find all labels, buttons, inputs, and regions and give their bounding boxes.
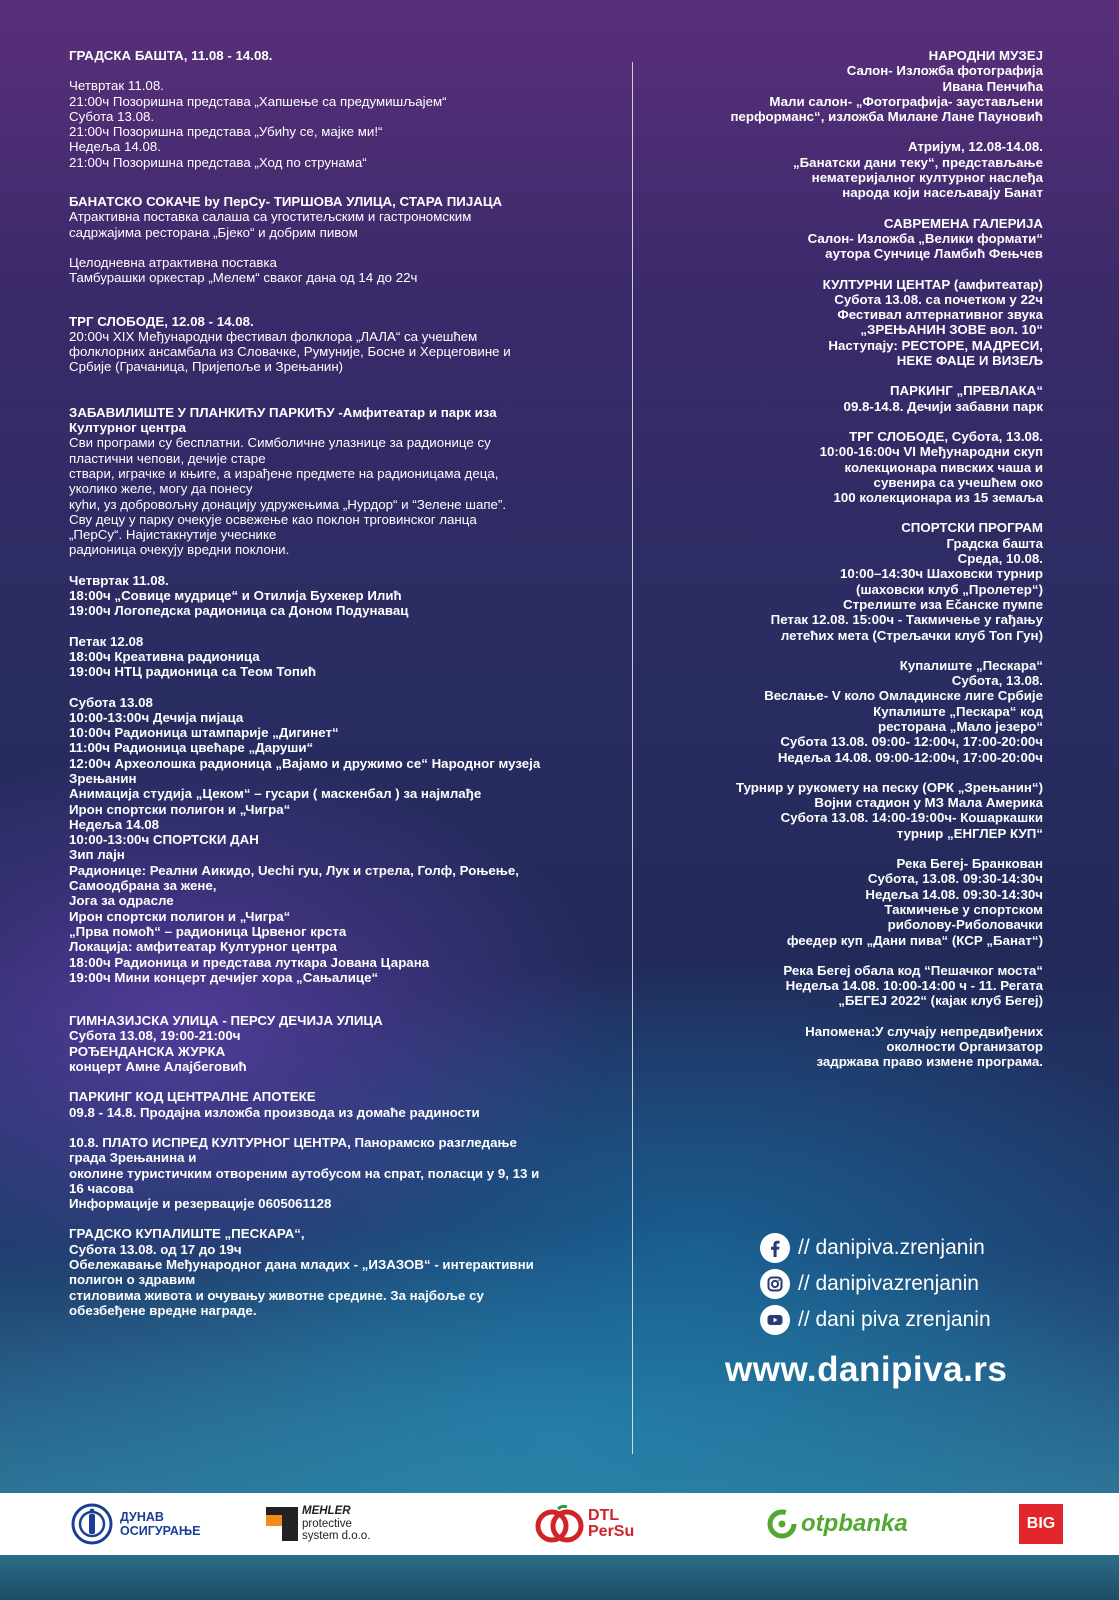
column-divider [632, 62, 633, 1454]
program-line: РОЂЕНДАНСКА ЖУРКА [69, 1043, 226, 1059]
program-line: колекционара пивских чаша и [844, 459, 1043, 475]
right-program-block [640, 658, 1043, 765]
program-line: Стрелиште иза Ečанске пумпе [843, 596, 1043, 612]
dunav-emblem-icon [70, 1502, 114, 1546]
program-line: Купалиште „Пескара“ код [873, 703, 1043, 719]
left-program-block [69, 634, 621, 680]
program-line: уколико желе, могу да понесу [69, 481, 253, 497]
program-line: 19:00ч Мини концерт дечијег хора „Сањалице“ [69, 969, 379, 985]
program-line: обезбеђене вредне награде. [69, 1302, 257, 1318]
program-line: Атријум, 12.08-14.08. [907, 139, 1043, 155]
otp-banka-logo [767, 1502, 908, 1546]
program-line: ресторана „Мало језеро“ [877, 718, 1043, 734]
program-line: 10.8. ПЛАТО ИСПРЕД КУЛТУРНОГ ЦЕНТРА, Панорамско разгледање [69, 1134, 517, 1150]
program-line: феедер куп „Дани пива“ (КСР „Банат“) [786, 932, 1043, 948]
program-line: садржајима ресторана „Бјеко“ и добрим пивом [69, 224, 358, 240]
program-line: Недеља 14.08. 09:00-12:00ч, 17:00-20:00ч [777, 749, 1043, 765]
program-line: Анимација студија „Цеком“ – гусари ( маскенбал ) за најмлађе [69, 786, 482, 802]
program-line: Недеља 14.08. [69, 139, 161, 155]
program-line: Информације и резервације 0605061128 [69, 1196, 332, 1212]
right-program-block [640, 780, 1043, 841]
program-line: риболову-Риболовачки [887, 917, 1043, 933]
program-line: Река Бегеј- Бранкован [896, 856, 1043, 872]
program-line: Салон- Изложба „Велики формати“ [807, 230, 1043, 246]
program-line: 10:00-16:00ч VI Међународни скуп [819, 444, 1043, 460]
dunav-line-2: ОСИГУРАЊЕ [120, 1524, 201, 1538]
dunav-line-1: ДУНАВ [120, 1510, 164, 1524]
program-line: 20:00ч XIX Међународни фестивал фолклора „ЛАЛА“ са учешћем [69, 328, 478, 344]
otp-emblem-icon [767, 1509, 797, 1539]
mehler-line-1: MEHLER [302, 1505, 351, 1518]
left-program-block [69, 194, 621, 240]
program-line: Напомена:У случају непредвиђених [805, 1023, 1043, 1039]
program-line: околине туристичким отвореним аутобусом на спрат, поласци у 9, 13 и [69, 1165, 540, 1181]
program-line: КУЛТУРНИ ЦЕНТАР (амфитеатар) [822, 276, 1043, 292]
right-program-block [640, 48, 1043, 124]
right-program-block [640, 1024, 1043, 1070]
instagram-handle: // danipivazrenjanin [798, 1272, 979, 1295]
dtl-line-1: DTL [588, 1507, 620, 1524]
program-line: Ивана Пенчића [942, 78, 1043, 94]
program-line: 19:00ч НТЦ радионица са Теом Топић [69, 664, 317, 680]
dtl-persu-emblem-icon [534, 1504, 586, 1544]
program-line: (шаховски клуб „Пролетер“) [856, 581, 1043, 597]
program-line: Фестивал алтернативног звука [837, 307, 1043, 323]
website-url[interactable]: www.danipiva.rs [725, 1350, 1008, 1389]
left-program-block [69, 405, 621, 558]
program-line: Недеља 14.08 [69, 816, 160, 832]
program-line: НЕКЕ ФАЦЕ И ВИЗЕЉ [896, 353, 1043, 369]
facebook-handle: // danipiva.zrenjanin [798, 1236, 985, 1259]
program-line: Атрактивна поставка салаша са угоститељским и гастрономским [69, 209, 472, 225]
program-line: перформанс“, изложба Милане Лане Пауновић [730, 109, 1043, 125]
dunav-osiguranje-logo [70, 1502, 200, 1546]
program-line: Ирон спортски полигон и „Чигра“ [69, 801, 291, 817]
right-program-block [640, 139, 1043, 200]
program-line: околности Организатор [886, 1039, 1043, 1055]
program-line: 21:00ч Позоришна представа „Ход по струнама“ [69, 154, 367, 170]
program-line: Салон- Изложба фотографија [846, 63, 1043, 79]
program-line: летећих мета (Стрељачки клуб Топ Гун) [780, 627, 1043, 643]
right-program-block [640, 520, 1043, 642]
program-line: Мали салон- „Фотографија- заустављени [769, 93, 1043, 109]
program-line: 21:00ч Позоришна представа „Убиһу се, мајке ми!“ [69, 124, 383, 140]
program-line: ПАРКИНГ КОД ЦЕНТРАЛНЕ АПОТЕКЕ [69, 1089, 316, 1105]
program-line: Сви програми су бесплатни. Симболичне улазнице за радионице су [69, 435, 491, 451]
left-program-block [69, 1089, 621, 1120]
program-line: Војни стадион у МЗ Мала Америка [814, 795, 1043, 811]
program-line: задржава право измене програма. [816, 1054, 1043, 1070]
program-line: Четвртак 11.08. [69, 78, 164, 94]
program-line: полигон о здравим [69, 1272, 196, 1288]
program-line: 18:00ч Радионица и представа луткара Јована Царана [69, 954, 430, 970]
program-line: сувенира са учешћем око [873, 474, 1043, 490]
left-program-block [69, 695, 621, 986]
instagram-icon [760, 1269, 790, 1299]
program-line: Такмичење у спортском [884, 901, 1043, 917]
program-line: 21:00ч Позоришна представа „Хапшење са предумишљајем“ [69, 93, 447, 109]
program-line: 11:00ч Радионица цвећаре „Даруши“ [69, 740, 314, 756]
youtube-icon [760, 1305, 790, 1335]
left-program-block [69, 1135, 621, 1211]
right-program-block [640, 277, 1043, 369]
youtube-link[interactable] [760, 1306, 1060, 1334]
right-program-block [640, 856, 1043, 948]
right-program-column [640, 48, 1043, 1070]
instagram-link[interactable] [760, 1270, 1060, 1298]
program-line: Србије (Грачаница, Пријепоље и Зрењанин) [69, 359, 344, 375]
program-line: аутора Сунчице Ламбић Фењчев [825, 246, 1043, 262]
left-program-block [69, 1013, 621, 1074]
program-line: Локација: амфитеатар Културног центра [69, 939, 337, 955]
right-program-block [640, 963, 1043, 1009]
program-line: стиловима живота и очувању животне средине. За најбоље су [69, 1287, 484, 1303]
left-program-block [69, 48, 621, 63]
program-line: БАНАТСКО СОКАЧЕ by ПерСу- ТИРШОВА УЛИЦА, СТАРА ПИЈАЦА [69, 194, 503, 210]
program-line: Субота 13.08. [69, 108, 155, 124]
program-line: Самоодбрана за жене, [69, 878, 217, 894]
program-line: Петак 12.08 [69, 633, 144, 649]
program-line: 19:00ч Логопедска радионица са Доном Подунавац [69, 603, 409, 619]
program-line: ТРГ СЛОБОДЕ, 12.08 - 14.08. [69, 313, 254, 329]
program-line: нематеријалног културног наслеђа [811, 170, 1043, 186]
program-line: Турнир у рукомету на песку (ОРК „Зрењанин“) [735, 779, 1043, 795]
program-line: Субота 13.08, 19:00-21:00ч [69, 1028, 241, 1044]
program-line: 10:00–14:30ч Шаховски турнир [839, 566, 1043, 582]
facebook-link[interactable] [760, 1234, 1060, 1262]
program-line: Купалиште „Пескара“ [899, 657, 1043, 673]
program-line: 100 колекционара из 15 земаља [833, 490, 1043, 506]
program-line: 18:00ч „Совице мудрице“ и Отилија Бухекер Илић [69, 588, 402, 604]
mehler-logo [265, 1502, 370, 1546]
program-line: Субота 13.08. 14:00-19:00ч- Кошаркашки [780, 810, 1043, 826]
bottom-photo-strip [0, 1555, 1119, 1600]
program-line: „Прва помоћ“ – радионица Црвеног крста [69, 923, 347, 939]
program-line: Недеља 14.08. 10:00-14:00 ч - 11. Регата [785, 978, 1043, 994]
left-program-column [69, 48, 621, 1318]
program-line: Градска башта [946, 535, 1043, 551]
left-program-block [69, 78, 621, 170]
program-line: народа који насељавају Банат [842, 185, 1043, 201]
left-program-block [69, 573, 621, 619]
program-line: Сву децу у парку очекује освежење као поклон трговинског ланца [69, 511, 477, 527]
program-line: града Зрењанина и [69, 1150, 197, 1166]
program-line: ПАРКИНГ „ПРЕВЛАКА“ [889, 383, 1043, 399]
program-line: НАРОДНИ МУЗЕЈ [928, 48, 1043, 63]
program-line: концерт Амне Алајбеговић [69, 1059, 247, 1075]
program-line: ГРАДСКО КУПАЛИШТЕ „ПЕСКАРА“, [69, 1226, 305, 1242]
program-line: Зип лајн [69, 847, 125, 863]
big-logo: BIG [1019, 1504, 1063, 1544]
mehler-line-2: protective [302, 1517, 352, 1530]
program-line: Јога за одрасле [69, 893, 174, 909]
program-line: Радионице: Реални Аикидо, Uechi ryu, Лук и стрела, Голф, Роњење, [69, 862, 519, 878]
right-program-block [640, 383, 1043, 414]
left-program-block [69, 1226, 621, 1318]
program-line: Зрењанин [69, 770, 137, 786]
right-program-block [640, 429, 1043, 505]
program-line: турнир „ЕНГЛЕР КУП“ [896, 825, 1043, 841]
program-line: 10:00-13:00ч Дечија пијаца [69, 709, 244, 725]
program-line: Субота 13.08. са почетком у 22ч [834, 291, 1043, 307]
dtl-line-2: PerSu [588, 1523, 635, 1540]
program-line: СПОРТСКИ ПРОГРАМ [901, 520, 1043, 536]
program-line: Субота 13.08. од 17 до 19ч [69, 1241, 242, 1257]
program-line: „ПерСу“. Најистакнутије учеснике [69, 527, 277, 543]
program-line: „БЕГЕЈ 2022“ (кајак клуб Бегеј) [838, 993, 1043, 1009]
program-line: ЗАБАВИЛИШТЕ У ПЛАНКИЋУ ПАРКИЋУ -Амфитеатар и парк иза [69, 404, 497, 420]
program-line: ГРАДСКА БАШТА, 11.08 - 14.08. [69, 48, 273, 63]
mehler-emblem-icon [265, 1506, 299, 1542]
program-line: фолклорних ансамбала из Словачке, Румуније, Босне и Херцеговине и [69, 344, 511, 360]
program-line: Целодневна атрактивна поставка [69, 254, 277, 270]
dtl-persu-logo [534, 1502, 634, 1546]
program-line: Наступају: РЕСТОРЕ, МАДРЕСИ, [828, 337, 1043, 353]
otp-banka-wordmark: otpbanka [801, 1510, 908, 1537]
facebook-icon [760, 1233, 790, 1263]
program-line: 12:00ч Археолошка радионица „Вајамо и дружимо се“ Народног музеја [69, 755, 541, 771]
program-line: ствари, играчке и књиге, а израђене предмете на радионицама деца, [69, 465, 499, 481]
right-program-block [640, 216, 1043, 262]
program-line: Субота 13.08. 09:00- 12:00ч, 17:00-20:00ч [780, 734, 1043, 750]
program-line: Четвртак 11.08. [69, 572, 169, 588]
left-program-block [69, 314, 621, 375]
program-line: ГИМНАЗИЈСКА УЛИЦА - ПЕРСУ ДЕЧИЈА УЛИЦА [69, 1013, 383, 1029]
youtube-handle: // dani piva zrenjanin [798, 1308, 991, 1331]
program-line: САВРЕМЕНА ГАЛЕРИЈА [883, 215, 1043, 231]
left-program-block [69, 255, 621, 286]
program-line: 16 часова [69, 1180, 134, 1196]
mehler-line-3: system d.o.o. [302, 1530, 371, 1543]
program-line: Река Бегеј обала код “Пешачког моста“ [783, 962, 1043, 978]
program-line: „ЗРЕЊАНИН ЗОВЕ вол. 10“ [860, 322, 1043, 338]
program-line: Петак 12.08. 15:00ч - Такмичење у гађању [770, 612, 1043, 628]
program-line: Среда, 10.08. [957, 551, 1043, 567]
program-line: 10:00ч Радионица штампарије „Дигинет“ [69, 725, 339, 741]
program-line: 10:00-13:00ч СПОРТСКИ ДАН [69, 832, 259, 848]
program-line: Тамбурашки оркестар „Мелем“ сваког дана од 14 до 22ч [69, 270, 418, 286]
program-line: Субота, 13.08. 09:30-14:30ч [867, 871, 1043, 887]
program-line: Обележавање Међународног дана младих - „ИЗАЗОВ“ - интерактивни [69, 1257, 534, 1272]
program-line: радионица очекују вредни поклони. [69, 542, 290, 558]
program-line: пластични чепови, дечије старе [69, 450, 266, 466]
program-line: Ирон спортски полигон и „Чигра“ [69, 908, 291, 924]
program-line: Недеља 14.08. 09:30-14:30ч [865, 886, 1043, 902]
program-line: Субота, 13.08. [951, 673, 1043, 689]
program-line: ТРГ СЛОБОДЕ, Субота, 13.08. [849, 428, 1043, 444]
program-line: Културног центра [69, 420, 186, 436]
program-line: 18:00ч Креативна радионица [69, 648, 260, 664]
program-line: 09.8-14.8. Дечији забавни парк [843, 398, 1043, 414]
program-line: куһи, уз добровољну донацију удружењима „Нурдор“ и “Зелене шапе”. [69, 496, 507, 512]
program-line: Субота 13.08 [69, 694, 153, 710]
program-line: Веслање- V коло Омладинске лиге Србије [764, 688, 1043, 704]
program-line: 09.8 - 14.8. Продајна изложба производа из домаће радиности [69, 1104, 480, 1120]
program-line: „Банатски дани теку“, представљање [792, 154, 1043, 170]
